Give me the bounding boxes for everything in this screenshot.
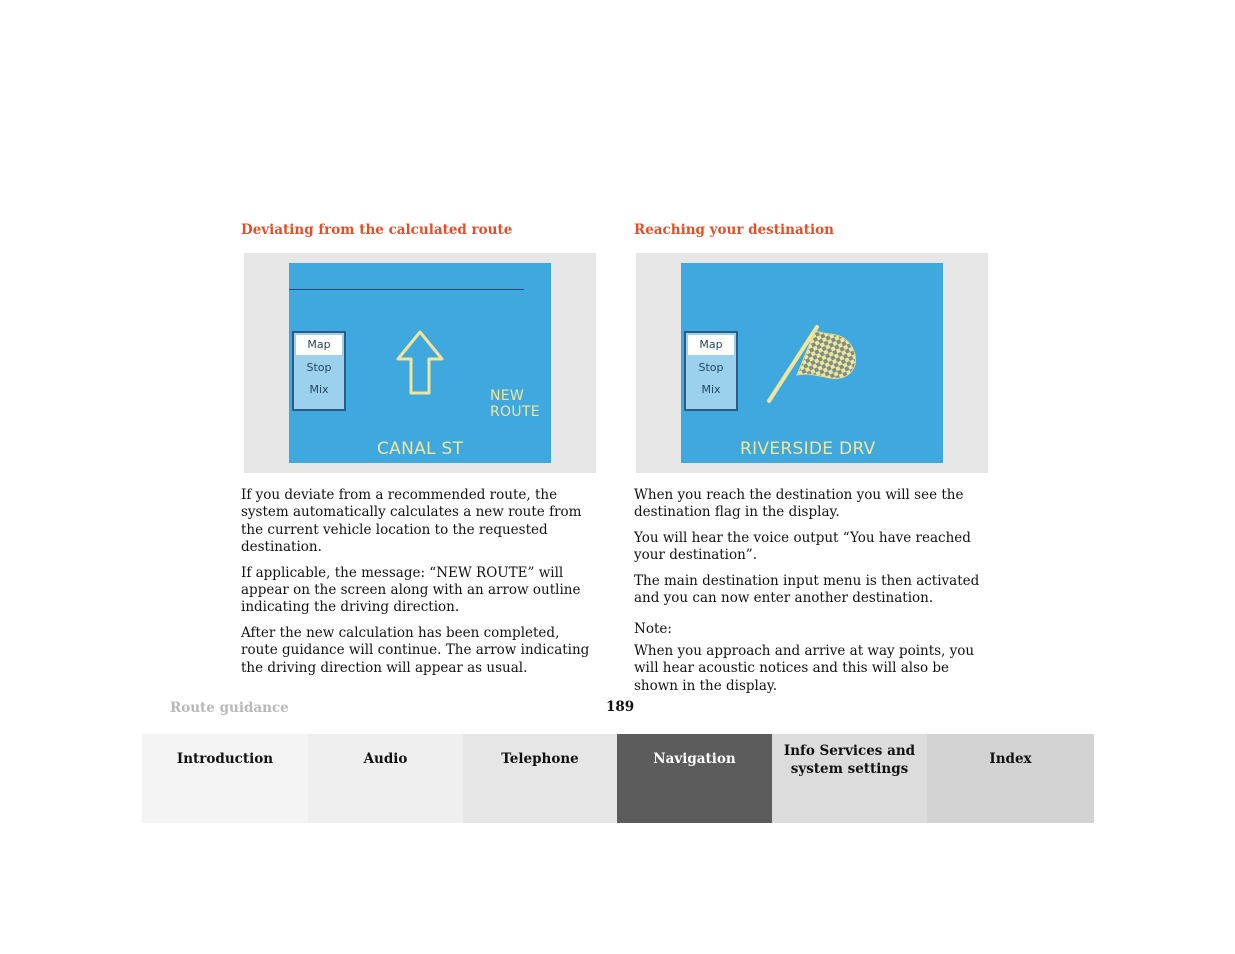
divider-line <box>289 289 524 290</box>
page-number: 189 <box>606 699 635 715</box>
checkered-flag-icon <box>765 321 861 405</box>
message-line-1: NEW <box>490 388 525 404</box>
note-text: When you approach and arrive at way points, you will hear acoustic notices and this will also be shown in the display. <box>634 642 975 694</box>
menu-item-stop: Stop <box>306 361 332 374</box>
tab-label: Index <box>989 751 1032 767</box>
paragraph: The main destination input menu is then activated and you can now enter another destination. <box>634 572 980 607</box>
tab-navigation[interactable] <box>617 734 772 823</box>
footer-section-title: Route guidance <box>170 700 289 716</box>
paragraph: When you reach the destination you will see the destination flag in the display. <box>634 487 964 521</box>
right-body-text <box>634 487 992 703</box>
tab-info-services[interactable] <box>772 734 927 823</box>
tab-label: Telephone <box>501 751 579 767</box>
display-screen-destination <box>681 263 943 463</box>
tab-label-line-1: Info Services and <box>783 743 916 759</box>
tab-label: Introduction <box>176 751 274 767</box>
menu-item-mix: Mix <box>701 383 721 396</box>
tab-telephone[interactable] <box>463 734 617 823</box>
display-screen-new-route <box>289 263 551 463</box>
paragraph: If applicable, the message: “NEW ROUTE” will appear on the screen along with an arrow outline indicating the driving direction. <box>241 564 581 616</box>
left-body-text <box>241 487 597 685</box>
menu-item-map: Map <box>688 335 734 355</box>
figure-new-route <box>244 253 596 473</box>
paragraph: You will hear the voice output “You have reached your destination”. <box>634 529 971 564</box>
tab-introduction[interactable] <box>142 734 308 823</box>
message-line-2: ROUTE <box>490 404 540 420</box>
tab-label-line-2: system settings <box>790 761 909 777</box>
tab-index[interactable] <box>927 734 1094 823</box>
display-menu <box>292 331 346 411</box>
note-label: Note: <box>634 621 672 638</box>
street-name: CANAL ST <box>377 439 464 459</box>
direction-arrow-icon <box>394 329 446 397</box>
menu-item-stop: Stop <box>698 361 724 374</box>
display-menu <box>684 331 738 411</box>
menu-item-mix: Mix <box>309 383 329 396</box>
tab-label: Navigation <box>653 751 736 767</box>
new-route-message <box>490 388 540 420</box>
section-heading-deviating: Deviating from the calculated route <box>241 222 513 238</box>
menu-item-map: Map <box>296 335 342 355</box>
section-heading-destination: Reaching your destination <box>634 222 834 238</box>
tab-audio[interactable] <box>308 734 463 823</box>
paragraph: After the new calculation has been completed, route guidance will continue. The arrow indicating the driving direction will appear as usual. <box>241 624 590 676</box>
paragraph: If you deviate from a recommended route, the system automatically calculates a new route from the current vehicle location to the requested destination. <box>241 487 582 556</box>
street-name: RIVERSIDE DRV <box>740 439 876 459</box>
figure-destination-flag <box>636 253 988 473</box>
tab-label: Audio <box>363 751 408 767</box>
